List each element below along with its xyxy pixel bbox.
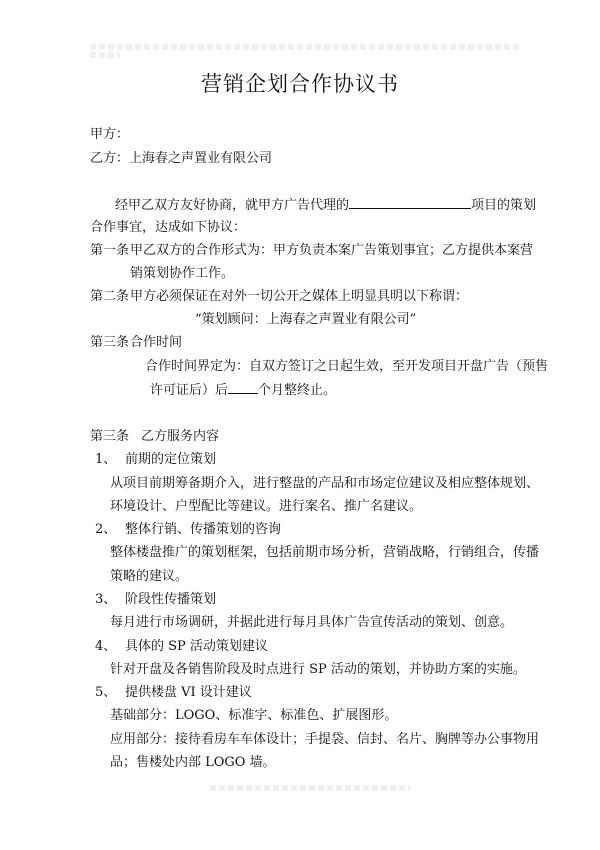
service-item-4-line-1: 针对开盘及各销售阶段及时点进行 SP 活动的策划，并协助方案的实施。 bbox=[110, 662, 526, 677]
service-item-5-line-1: 基础部分：LOGO、标准字、标准色、扩展图形。 bbox=[110, 708, 398, 723]
service-item-4-number: 4、 bbox=[95, 639, 117, 654]
article-1-line-1: 甲乙双方的合作形式为：甲方负责本案广告策划事宜；乙方提供本案营 bbox=[130, 243, 534, 258]
service-item-1-title: 前期的定位策划 bbox=[125, 452, 217, 467]
service-item-1-line-2: 环境设计、户型配比等建议。进行案名、推广名建议。 bbox=[110, 499, 423, 514]
intro-text-after-blank: 项目的策划 bbox=[471, 198, 537, 213]
faint-footer-text bbox=[210, 785, 410, 791]
article-3-line-2 bbox=[150, 381, 336, 400]
project-name-blank bbox=[349, 196, 471, 209]
service-item-5-line-2: 应用部分：接待看房车车体设计；手提袋、信封、名片、胸牌等办公事物用 bbox=[110, 732, 540, 747]
service-item-2-title: 整体行销、传播策划的咨询 bbox=[125, 522, 282, 537]
article-1-label: 第一条 bbox=[90, 243, 130, 258]
service-item-3-line-1: 每月进行市场调研，并据此进行每月具体广告宣传活动的策划、创意。 bbox=[110, 615, 514, 630]
intro-text-before-blank: 经甲乙双方友好协商，就甲方广告代理的 bbox=[115, 198, 350, 213]
service-item-4-title: 具体的 SP 活动策划建议 bbox=[125, 639, 268, 654]
article-3-line-1: 合作时间界定为：自双方签订之日起生效，至开发项目开盘广告（预售 bbox=[145, 359, 549, 374]
service-item-3-number: 3、 bbox=[95, 592, 117, 607]
service-item-5-title: 提供楼盘 VI 设计建议 bbox=[125, 685, 252, 700]
article-2-label: 第二条 bbox=[90, 289, 130, 304]
article-3-heading: 合作时间 bbox=[130, 335, 183, 350]
intro-line-2: 合作事宜，达成如下协议： bbox=[90, 220, 247, 235]
services-article-label: 第三条 bbox=[90, 429, 130, 444]
months-blank bbox=[228, 381, 258, 394]
article-3-label: 第三条 bbox=[90, 335, 130, 350]
service-item-2-line-1: 整体楼盘推广的策划框架，包括前期市场分析，营销战略，行销组合，传播 bbox=[110, 545, 540, 560]
services-heading: 乙方服务内容 bbox=[141, 429, 220, 444]
service-item-1-line-1: 从项目前期筹备期介入，进行整盘的产品和市场定位建议及相应整体规划、 bbox=[110, 476, 540, 491]
service-item-5-number: 5、 bbox=[95, 685, 117, 700]
document-title: 营销企划合作协议书 bbox=[201, 72, 399, 96]
article-2-quote: “策划顾问：上海春之声置业有限公司” bbox=[195, 312, 417, 327]
faint-header-text bbox=[90, 44, 520, 50]
service-item-3-title: 阶段性传播策划 bbox=[125, 592, 217, 607]
faint-header-text bbox=[90, 52, 120, 58]
party-b-line: 乙方：上海春之声置业有限公司 bbox=[90, 151, 273, 166]
article-2-line: 甲方必须保证在对外一切公开之媒体上明显具明以下称谓： bbox=[130, 289, 469, 304]
term-text-after-blank: 个月整终止。 bbox=[258, 383, 337, 398]
service-item-5-line-3: 品；售楼处内部 LOGO 墙。 bbox=[110, 755, 276, 770]
party-a-label: 甲方： bbox=[90, 127, 130, 142]
service-item-1-number: 1、 bbox=[95, 452, 117, 467]
intro-line-1 bbox=[115, 196, 536, 215]
term-text-before-blank: 许可证后）后 bbox=[150, 383, 229, 398]
article-1-line-2: 销策划协作工作。 bbox=[130, 266, 235, 281]
service-item-2-number: 2、 bbox=[95, 522, 117, 537]
service-item-2-line-2: 策略的建议。 bbox=[110, 569, 189, 584]
